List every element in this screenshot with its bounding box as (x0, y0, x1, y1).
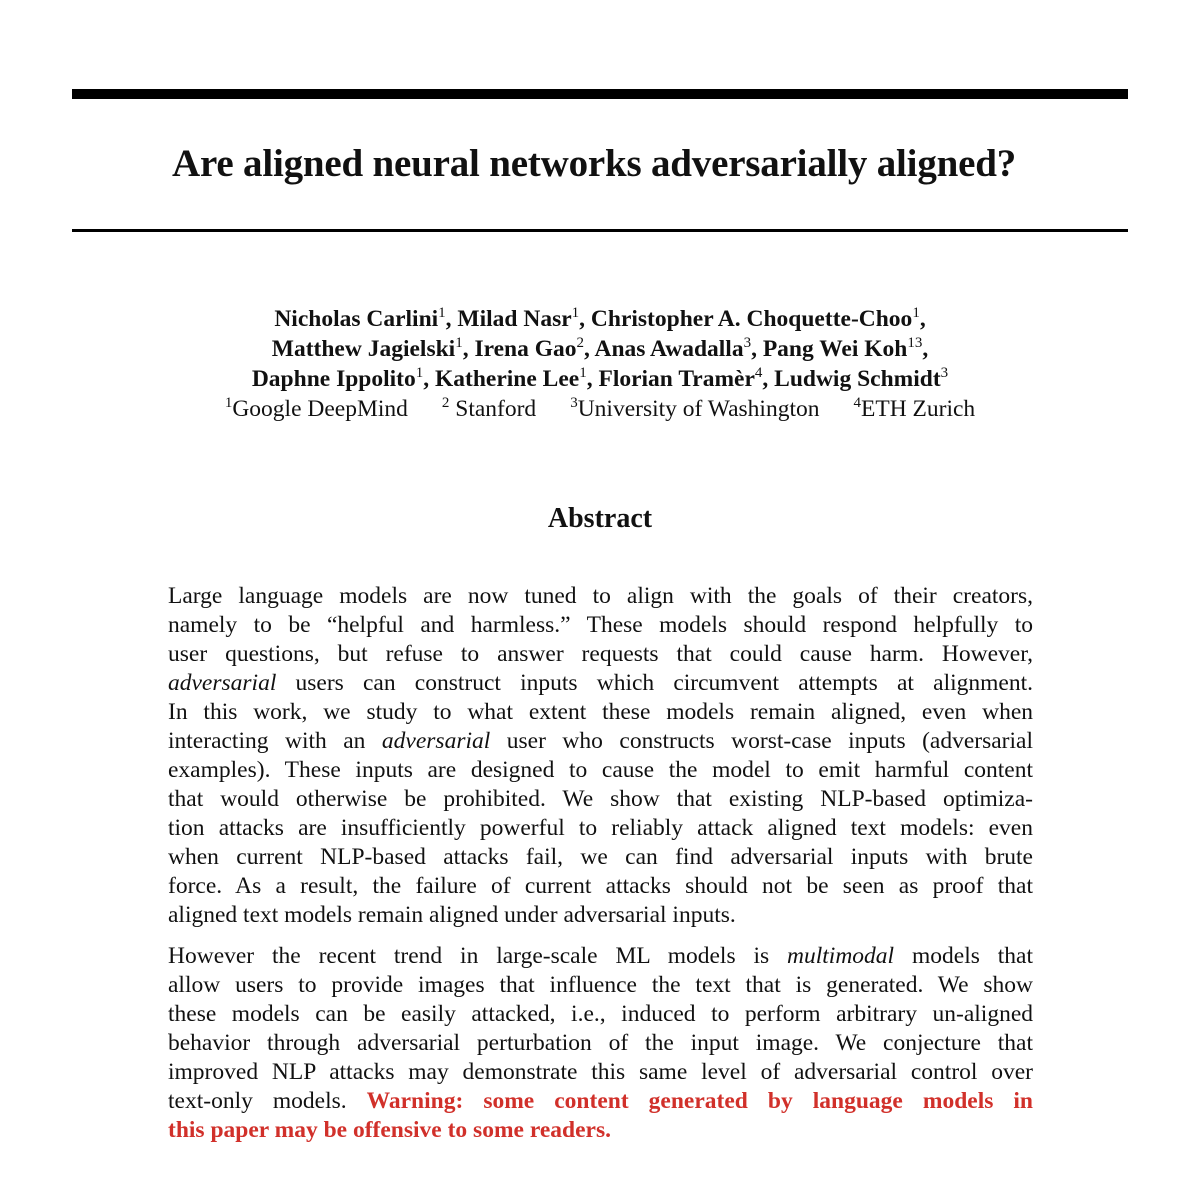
author-separator: , (579, 306, 591, 332)
author-affil-sup: 3 (743, 335, 752, 351)
text-line: user questions, but refuse to answer requests that could cause harm. However, (168, 641, 1033, 667)
affiliation-line (0, 394, 1188, 424)
emphasis-text: adversarial (381, 728, 491, 754)
text-line: examples). These inputs are designed to cause the model to emit harmful content (168, 757, 1033, 783)
author-block (0, 304, 1188, 424)
author-affil-sup: 1 (455, 335, 463, 351)
text-line: allow users to provide images that influence the text that is generated. We show (168, 972, 1033, 998)
text-line: behavior through adversarial perturbation of the input image. We conjecture that (168, 1030, 1033, 1056)
paper-title: Are aligned neural networks adversarially aligned? (171, 142, 1017, 185)
author-name: Nicholas Carlini (274, 306, 439, 332)
warning-text: Warning: some content generated by language models in (366, 1088, 1034, 1114)
text-line (168, 1087, 1033, 1116)
text-line: when current NLP-based attacks fail, we can find adversarial inputs with brute (168, 844, 1033, 870)
author-separator: , (462, 336, 475, 362)
affiliation-name: ETH Zurich (860, 396, 976, 422)
abstract-paragraph-2 (168, 942, 1033, 1145)
author-affil-sup: 4 (754, 365, 763, 381)
text-fragment: users can construct inputs which circumvent attempts at alignment. (276, 670, 1033, 696)
abstract-body (168, 582, 1033, 1145)
abstract-paragraph-1 (168, 582, 1033, 930)
author-separator: , (922, 336, 929, 362)
author-separator: , (584, 336, 595, 362)
author-name: Ludwig Schmidt (774, 366, 941, 392)
author-affil-sup: 1 (579, 365, 587, 381)
author-name: Pang Wei Koh (762, 336, 908, 362)
text-line: namely to be “helpful and harmless.” These models should respond helpfully to (168, 612, 1033, 638)
text-line: Large language models are now tuned to align with the goals of their creators, (168, 583, 1033, 609)
author-line-2 (0, 334, 1188, 364)
affiliation-name: Google DeepMind (232, 396, 408, 422)
author-name: Katherine Lee (434, 366, 580, 392)
affiliation-name: University of Washington (577, 396, 820, 422)
author-separator: , (423, 366, 435, 392)
author-separator: , (751, 336, 763, 362)
author-affil-sup: 1 (415, 365, 424, 381)
author-affil-sup: 1 (571, 305, 580, 321)
text-fragment: models that (894, 943, 1033, 969)
abstract-heading: Abstract (547, 503, 653, 534)
text-line (168, 942, 1033, 971)
affil-sup: 2 (441, 395, 450, 411)
author-line-3 (0, 364, 1188, 394)
text-line: force. As a result, the failure of current attacks should not be seen as proof that (168, 873, 1033, 899)
author-name: Christopher A. Choquette-Choo (590, 306, 913, 332)
text-fragment: However the recent trend in large-scale ML models is (168, 943, 788, 969)
author-name: Daphne Ippolito (251, 366, 416, 392)
author-name: Matthew Jagielski (271, 336, 456, 362)
author-line-1 (0, 304, 1188, 334)
text-line (168, 1116, 1033, 1145)
text-fragment: interacting with an (168, 728, 382, 754)
affil-sup: 3 (570, 395, 578, 411)
author-affil-sup: 13 (907, 335, 923, 351)
text-line: tion attacks are insufficiently powerful to reliably attack aligned text models: even (168, 815, 1033, 841)
author-separator: , (445, 306, 458, 332)
author-affil-sup: 2 (576, 335, 585, 351)
author-name: Milad Nasr (457, 306, 572, 332)
author-affil-sup: 1 (438, 305, 446, 321)
top-thick-rule (72, 89, 1128, 99)
text-line (168, 669, 1033, 698)
author-separator: , (919, 306, 926, 332)
emphasis-text: adversarial (168, 670, 277, 696)
author-affil-sup: 1 (912, 305, 920, 321)
author-name: Anas Awadalla (594, 336, 744, 362)
author-separator: , (586, 366, 599, 392)
warning-text: this paper may be offensive to some readers. (168, 1117, 611, 1143)
text-line: improved NLP attacks may demonstrate this same level of adversarial control over (168, 1059, 1033, 1085)
affil-sup: 1 (224, 395, 233, 411)
author-affil-sup: 3 (940, 365, 949, 381)
title-bottom-rule (72, 229, 1128, 232)
text-line: aligned text models remain aligned under adversarial inputs. (168, 902, 736, 928)
text-line (168, 727, 1033, 756)
author-name: Irena Gao (474, 336, 577, 362)
text-line: that would otherwise be prohibited. We show that existing NLP-based optimiza- (168, 786, 1033, 812)
text-fragment: user who constructs worst-case inputs (adversarial (490, 728, 1033, 754)
text-fragment: text-only models. (168, 1088, 367, 1114)
affiliation-name: Stanford (449, 396, 537, 422)
text-line: In this work, we study to what extent these models remain aligned, even when (168, 699, 1033, 725)
author-separator: , (762, 366, 775, 392)
text-line: these models can be easily attacked, i.e., induced to perform arbitrary un-aligned (168, 1001, 1033, 1027)
author-name: Florian Tramèr (598, 366, 755, 392)
emphasis-text: multimodal (787, 943, 895, 969)
affil-sup: 4 (853, 395, 861, 411)
